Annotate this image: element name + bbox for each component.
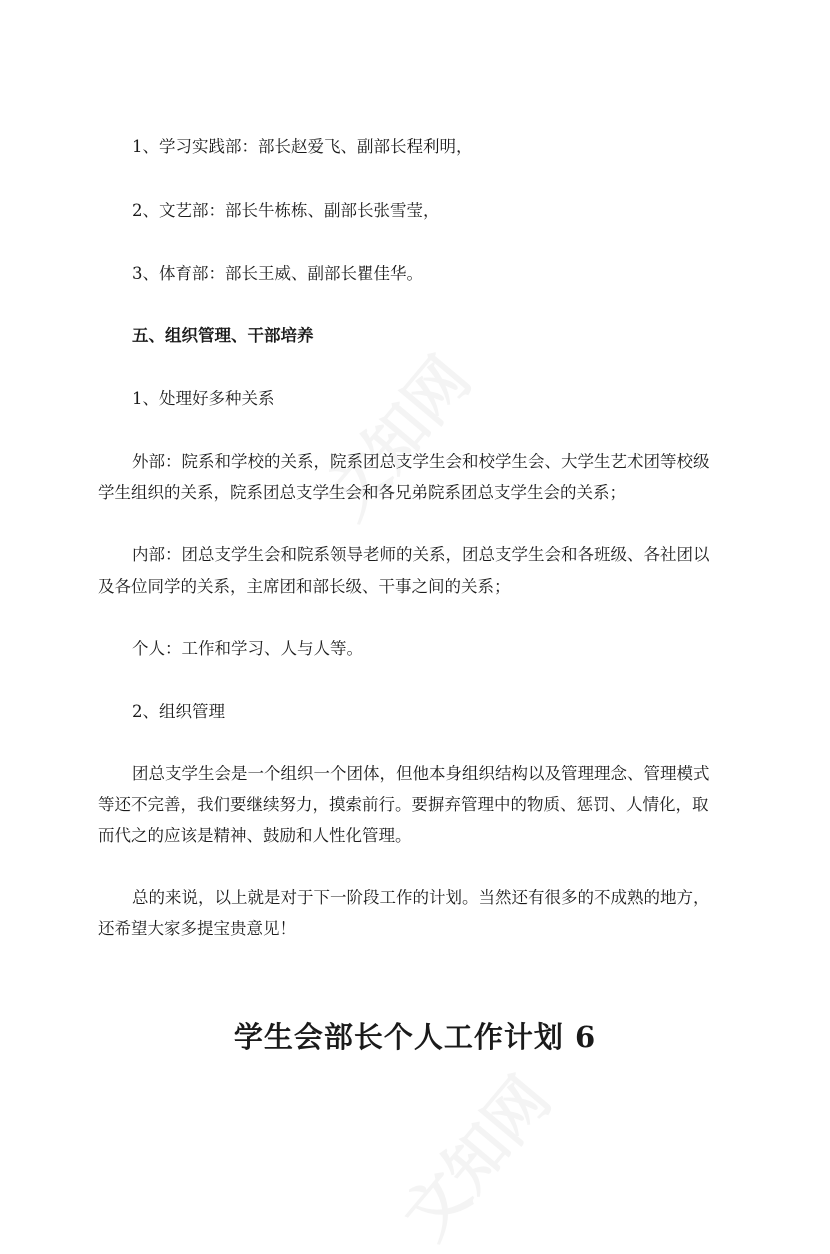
internal-text-line-2: 及各位同学的关系，主席团和部长级、干事之间的关系； bbox=[98, 577, 511, 596]
next-section-title: 学生会部长个人工作计划 6 bbox=[233, 1020, 597, 1054]
summary-text-line-1: 总的来说，以上就是对于下一阶段工作的计划。当然还有很多的不成熟的地方， bbox=[132, 888, 710, 907]
dept-sports: 3、体育部：部长王威、副部长瞿佳华。 bbox=[132, 264, 423, 283]
subheading-management: 2、组织管理 bbox=[132, 702, 225, 721]
subheading-relationships: 1、处理好多种关系 bbox=[132, 389, 275, 408]
summary-text-line-2: 还希望大家多提宝贵意见！ bbox=[98, 919, 296, 938]
management-text-line-1: 团总支学生会是一个组织一个团体，但他本身组织结构以及管理理念、管理模式 bbox=[132, 764, 710, 783]
personal-text: 个人：工作和学习、人与人等。 bbox=[132, 639, 363, 658]
internal-text-line-1: 内部：团总支学生会和院系领导老师的关系，团总支学生会和各班级、各社团以 bbox=[132, 545, 710, 564]
management-text-line-3: 而代之的应该是精神、鼓励和人性化管理。 bbox=[98, 826, 412, 845]
management-text-line-2: 等还不完善，我们要继续努力，摸索前行。要摒弃管理中的物质、惩罚、人情化，取 bbox=[98, 795, 709, 814]
dept-study-practice: 1、学习实践部：部长赵爱飞、副部长程利明， bbox=[132, 137, 473, 156]
external-text-line-1: 外部：院系和学校的关系，院系团总支学生会和校学生会、大学生艺术团等校级 bbox=[132, 452, 710, 471]
external-text-line-2: 学生组织的关系，院系团总支学生会和各兄弟院系团总支学生会的关系； bbox=[98, 483, 626, 502]
watermark-lower bbox=[379, 1055, 567, 1254]
dept-arts: 2、文艺部：部长牛栋栋、副部长张雪莹， bbox=[132, 201, 440, 220]
section-heading-5: 五、组织管理、干部培养 bbox=[132, 326, 314, 345]
